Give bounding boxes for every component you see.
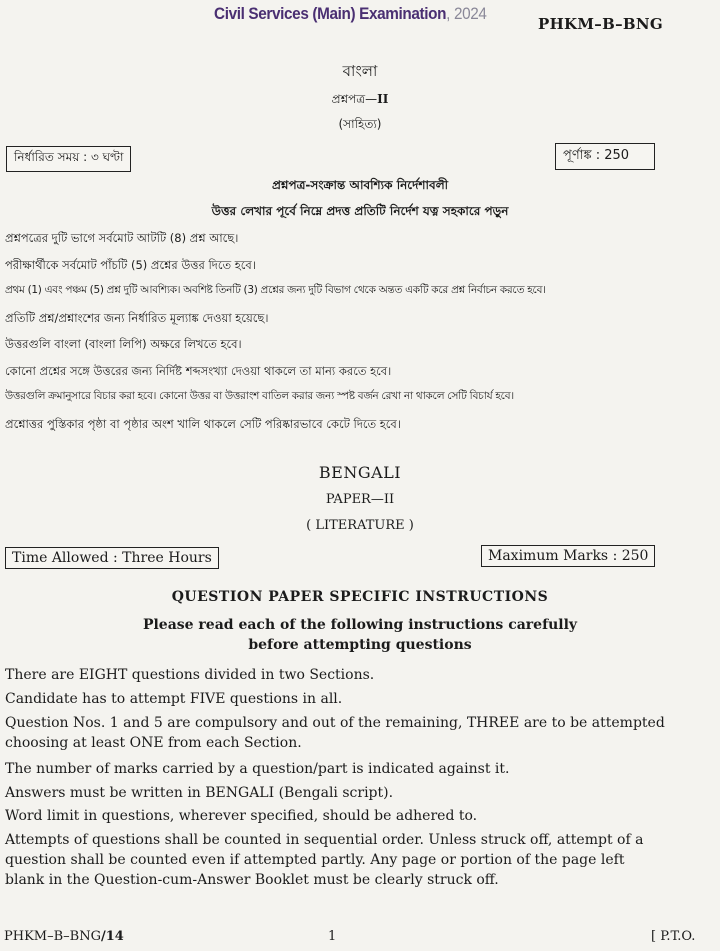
bengali-paper-prefix: প্রশ্নপত্র— <box>331 92 378 106</box>
english-instructions-subheading-1: Please read each of the following instructions carefully <box>142 617 578 633</box>
footer-code: PHKM–B–BNG <box>4 929 101 944</box>
bengali-instructions-list <box>5 230 715 442</box>
bengali-instruction: উত্তরগুলি ক্রমানুসারে বিচার করা হবে। কোনো উত্তর বা উত্তরাংশ বাতিল করার জন্য স্পষ্ট বর্জন রেখা না থাকলে সেটি বিচার্য হবে। <box>5 390 514 402</box>
english-time-box: Time Allowed : Three Hours <box>5 547 219 569</box>
bengali-instructions-subheading: উত্তর লেখার পূর্বে নিম্নে প্রদত্ত প্রতিটি নির্দেশ যত্ন সহকারে পড়ুন <box>211 204 509 218</box>
bengali-time-box: নির্ধারিত সময় : ৩ ঘণ্টা <box>6 146 131 172</box>
bengali-instructions-heading: প্রশ্নপত্র-সংক্রান্ত আবশ্যিক নির্দেশাবলী <box>271 178 449 192</box>
bengali-instruction: পরীক্ষার্থীকে সর্বমোট পাঁচটি (5) প্রশ্নের উত্তর দিতে হবে। <box>5 257 256 272</box>
bengali-marks-box: পূর্ণাঙ্ক : 250 <box>555 143 655 170</box>
bengali-instruction: কোনো প্রশ্নের সঙ্গে উত্তরের জন্য নির্দিষ্ট শব্দসংখ্যা দেওয়া থাকলে তা মান্য করতে হবে। <box>5 363 392 378</box>
exam-title-main: Civil Services (Main) Examination <box>214 4 447 23</box>
footer-page-count: /14 <box>100 929 124 944</box>
footer-paper-code <box>4 929 124 944</box>
english-instruction: Attempts of questions shall be counted in sequential order. Unless struck off, attempt of a question shall be counted even if attempted partly. Any page or portion of the page left blank in the Question-cum-Answer Booklet must be clearly struck off. <box>5 832 644 888</box>
english-instruction: Answers must be written in BENGALI (Bengali script). <box>5 785 394 801</box>
english-instruction: Candidate has to attempt FIVE questions in all. <box>5 691 343 707</box>
english-subject-title: BENGALI <box>318 463 402 482</box>
english-instructions-subheading-2: before attempting questions <box>248 637 472 653</box>
english-instructions-heading: QUESTION PAPER SPECIFIC INSTRUCTIONS <box>171 589 549 605</box>
footer-pto: [ P.T.O. <box>651 929 696 944</box>
bengali-instruction: প্রতিটি প্রশ্ন/প্রশ্নাংশের জন্য নির্ধারিত মূল্যাঙ্ক দেওয়া হয়েছে। <box>5 310 269 325</box>
bengali-paper-label <box>0 91 720 111</box>
english-paper-label: PAPER—II <box>325 492 395 507</box>
exam-title <box>214 4 487 24</box>
exam-title-year: , 2024 <box>446 4 487 23</box>
footer-page-number: 1 <box>328 929 337 944</box>
bengali-instruction: প্রশ্নোত্তর পুস্তিকার পৃষ্ঠা বা পৃষ্ঠার অংশ খালি থাকলে সেটি পরিষ্কারভাবে কেটে দিতে হবে। <box>5 416 401 431</box>
english-instruction: Word limit in questions, wherever specified, should be adhered to. <box>5 808 478 824</box>
bengali-instruction: প্রথম (1) এবং পঞ্চম (5) প্রশ্ন দুটি আবশ্যিক। অবশিষ্ট তিনটি (3) প্রশ্নের জন্য দুটি বিভাগ থেকে অন্তত একটি করে প্রশ্ন নির্বাচন করতে হবে। <box>5 284 546 296</box>
bengali-instruction: উত্তরগুলি বাংলা (বাংলা লিপি) অক্ষরে লিখতে হবে। <box>5 337 242 351</box>
english-instruction: The number of marks carried by a question/part is indicated against it. <box>5 761 510 777</box>
bengali-paper-number: II <box>377 92 389 106</box>
english-instruction: There are EIGHT questions divided in two Sections. <box>5 667 375 683</box>
english-marks-box: Maximum Marks : 250 <box>481 545 655 567</box>
english-section-label: ( LITERATURE ) <box>306 518 414 533</box>
english-instruction: Question Nos. 1 and 5 are compulsory and out of the remaining, THREE are to be attempted choosing at least ONE from each Section. <box>5 715 665 751</box>
bengali-subject-title: বাংলা <box>342 62 378 80</box>
bengali-instruction: প্রশ্নপত্রের দুটি ভাগে সর্বমোট আটটি (8) প্রশ্ন আছে। <box>5 231 239 245</box>
bengali-section-label: (সাহিত্য) <box>338 117 382 131</box>
paper-code-header: PHKM–B–BNG <box>538 15 663 33</box>
